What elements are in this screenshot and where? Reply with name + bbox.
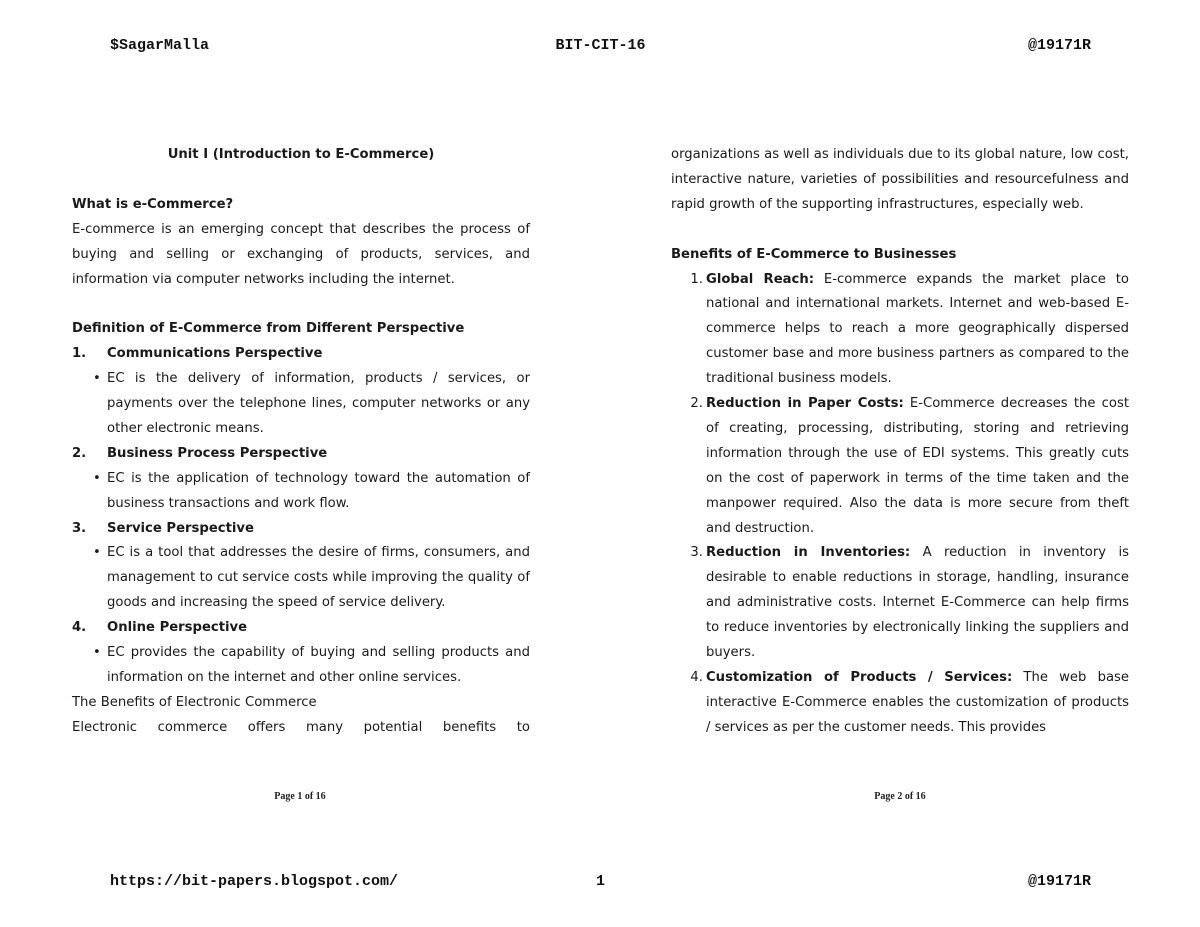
perspective-item [72,517,530,617]
benefit-text: E-Commerce decreases the cost of creating, processing, distributing, storing and retrieving information through the use of EDI systems. This greatly cuts on the cost of paperwork in terms of the time taken and the manpower required. Also the data is more secure from theft and destruction. [706,396,1130,536]
benefit-item [671,268,1129,393]
benefit-item [671,666,1129,741]
benefit-item [671,392,1129,541]
footer-sheet-number: 1 [595,872,605,890]
perspective-item [72,442,530,517]
bullet-icon: • [93,371,101,387]
benefit-text: The web base interactive E-Commerce enables the customization of products / services as per the customer needs. This provides [706,670,1130,735]
benefit-number: 2. [690,396,703,412]
what-is-text: E-commerce is an emerging concept that describes the process of buying and selling or exchanging of products, services, and information via computer networks including the internet. [72,221,530,287]
benefits-text: Electronic commerce offers many potential benefits to [72,719,530,735]
unit-title: Unit I (Introduction to E-Commerce) [167,147,435,162]
benefits-heading: The Benefits of Electronic Commerce [72,694,317,710]
benefit-number: 1. [690,271,703,287]
header-id: @19171R [1027,36,1091,54]
business-benefits-heading: Benefits of E-Commerce to Businesses [671,246,957,262]
perspective-number: 3. [72,520,87,536]
perspective-bullet: EC is a tool that addresses the desire of firms, consumers, and management to cut service costs while improving the quality of goods and increasing the speed of service delivery. [107,545,530,611]
header-course-code: BIT-CIT-16 [555,36,646,54]
benefit-number: 4. [690,670,703,686]
benefit-text: A reduction in inventory is desirable to enable reductions in storage, handling, insurance and administrative costs. Internet E-Commerce can help firms to reduce inventories by electronically linking the suppliers and buyers. [706,545,1129,661]
perspective-bullet: EC is the application of technology toward the automation of business transactions and work flow. [107,470,530,511]
perspective-title: Online Perspective [107,620,248,636]
bullet-icon: • [93,645,101,661]
benefit-title: Customization of Products / Services: [706,670,1013,686]
continuation-text: organizations as well as individuals due to its global nature, low cost, interactive nature, varieties of possibilities and resourcefulness and rapid growth of the supporting infrastructures, especially web. [671,147,1129,212]
page-2-number: Page 2 of 16 [874,791,926,802]
benefit-text: E-commerce expands the market place to national and international markets. Internet and web-based E-commerce helps to reach a more geographically dispersed customer base and more business partners as compared to the traditional business models. [706,271,1129,387]
page-footer [110,871,1091,891]
page-2-column [671,143,1129,741]
perspective-item [72,342,530,442]
perspective-number: 4. [72,620,87,636]
footer-id: @19171R [1027,872,1091,890]
page-1-number: Page 1 of 16 [274,791,326,802]
perspective-title: Communications Perspective [107,346,323,362]
perspective-title: Business Process Perspective [107,445,328,461]
perspective-title: Service Perspective [107,520,254,536]
benefit-title: Reduction in Paper Costs: [706,396,904,412]
benefit-number: 3. [690,545,703,561]
benefit-title: Global Reach: [706,271,815,287]
page-header [110,35,1091,55]
perspective-item [72,616,530,691]
bullet-icon: • [93,470,101,486]
footer-url[interactable]: https://bit-papers.blogspot.com/ [110,872,399,890]
what-is-heading: What is e-Commerce? [72,196,234,212]
perspective-number: 1. [72,346,87,362]
benefit-title: Reduction in Inventories: [706,545,911,561]
header-author: $SagarMalla [110,36,210,54]
perspective-bullet: EC provides the capability of buying and selling products and information on the internet and other online services. [107,645,530,685]
benefit-item [671,541,1129,666]
perspective-bullet: EC is the delivery of information, products / services, or payments over the telephone lines, computer networks or any other electronic means. [107,371,530,436]
page-1-column [72,143,530,741]
bullet-icon: • [93,545,101,561]
perspective-number: 2. [72,445,87,461]
definition-heading: Definition of E-Commerce from Different Perspective [72,321,465,337]
